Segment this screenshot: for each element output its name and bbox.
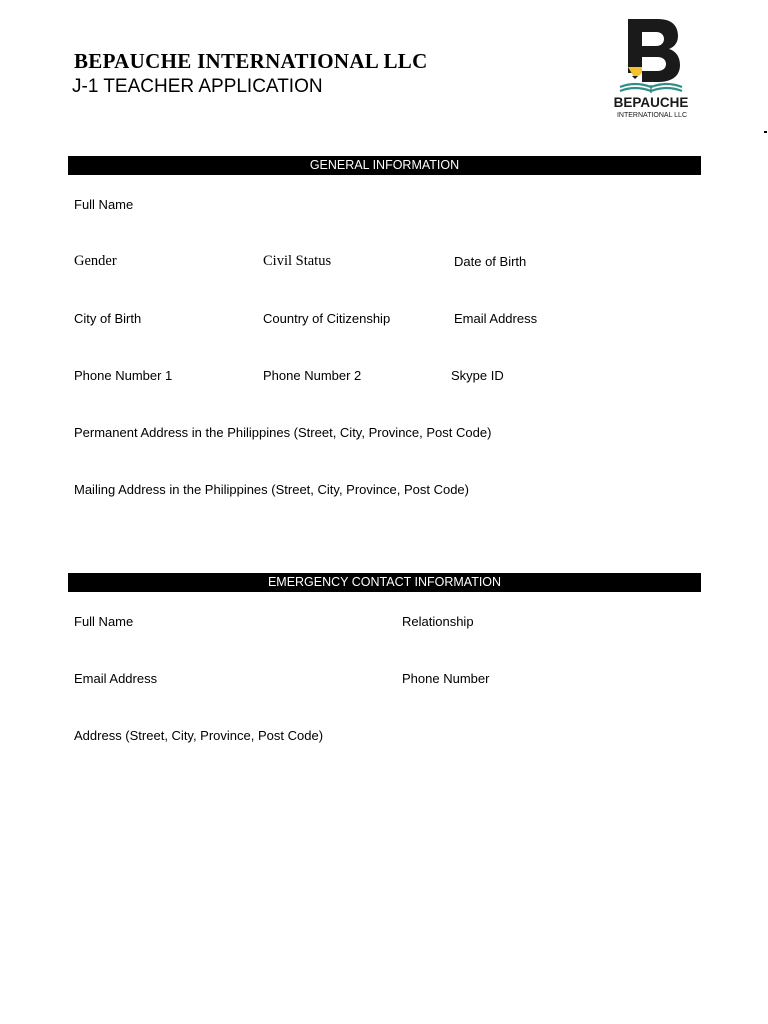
relationship-label: Relationship [402,614,474,629]
city-of-birth-label: City of Birth [74,311,142,326]
general-information-header: GENERAL INFORMATION [68,156,701,175]
logo-wordmark: BEPAUCHE [614,95,689,110]
email-address-label: Email Address [454,311,538,326]
skype-id-label: Skype ID [451,368,504,383]
emergency-full-name-label: Full Name [74,614,134,629]
civil-status-label: Civil Status [263,253,332,269]
emergency-address-label: Address (Street, City, Province, Post Code) [74,728,324,743]
emergency-contact-header: EMERGENCY CONTACT INFORMATION [68,573,701,592]
emergency-email-label: Email Address [74,671,158,686]
company-logo [614,15,694,121]
company-name: BEPAUCHE INTERNATIONAL LLC [74,49,428,73]
edge-mark [764,131,767,133]
permanent-address-label: Permanent Address in the Philippines (Street, City, Province, Post Code) [74,425,492,440]
country-of-citizenship-label: Country of Citizenship [263,311,391,326]
full-name-label: Full Name [74,197,134,212]
date-of-birth-label: Date of Birth [454,254,527,269]
phone-number-1-label: Phone Number 1 [74,368,173,383]
gender-label: Gender [74,253,117,269]
logo-tagline: INTERNATIONAL LLC [616,112,688,119]
emergency-phone-label: Phone Number [402,671,490,686]
phone-number-2-label: Phone Number 2 [263,368,362,383]
form-title: J-1 TEACHER APPLICATION [72,76,323,97]
bepauche-b-logo-icon [614,15,694,121]
mailing-address-label: Mailing Address in the Philippines (Street, City, Province, Post Code) [74,482,469,497]
